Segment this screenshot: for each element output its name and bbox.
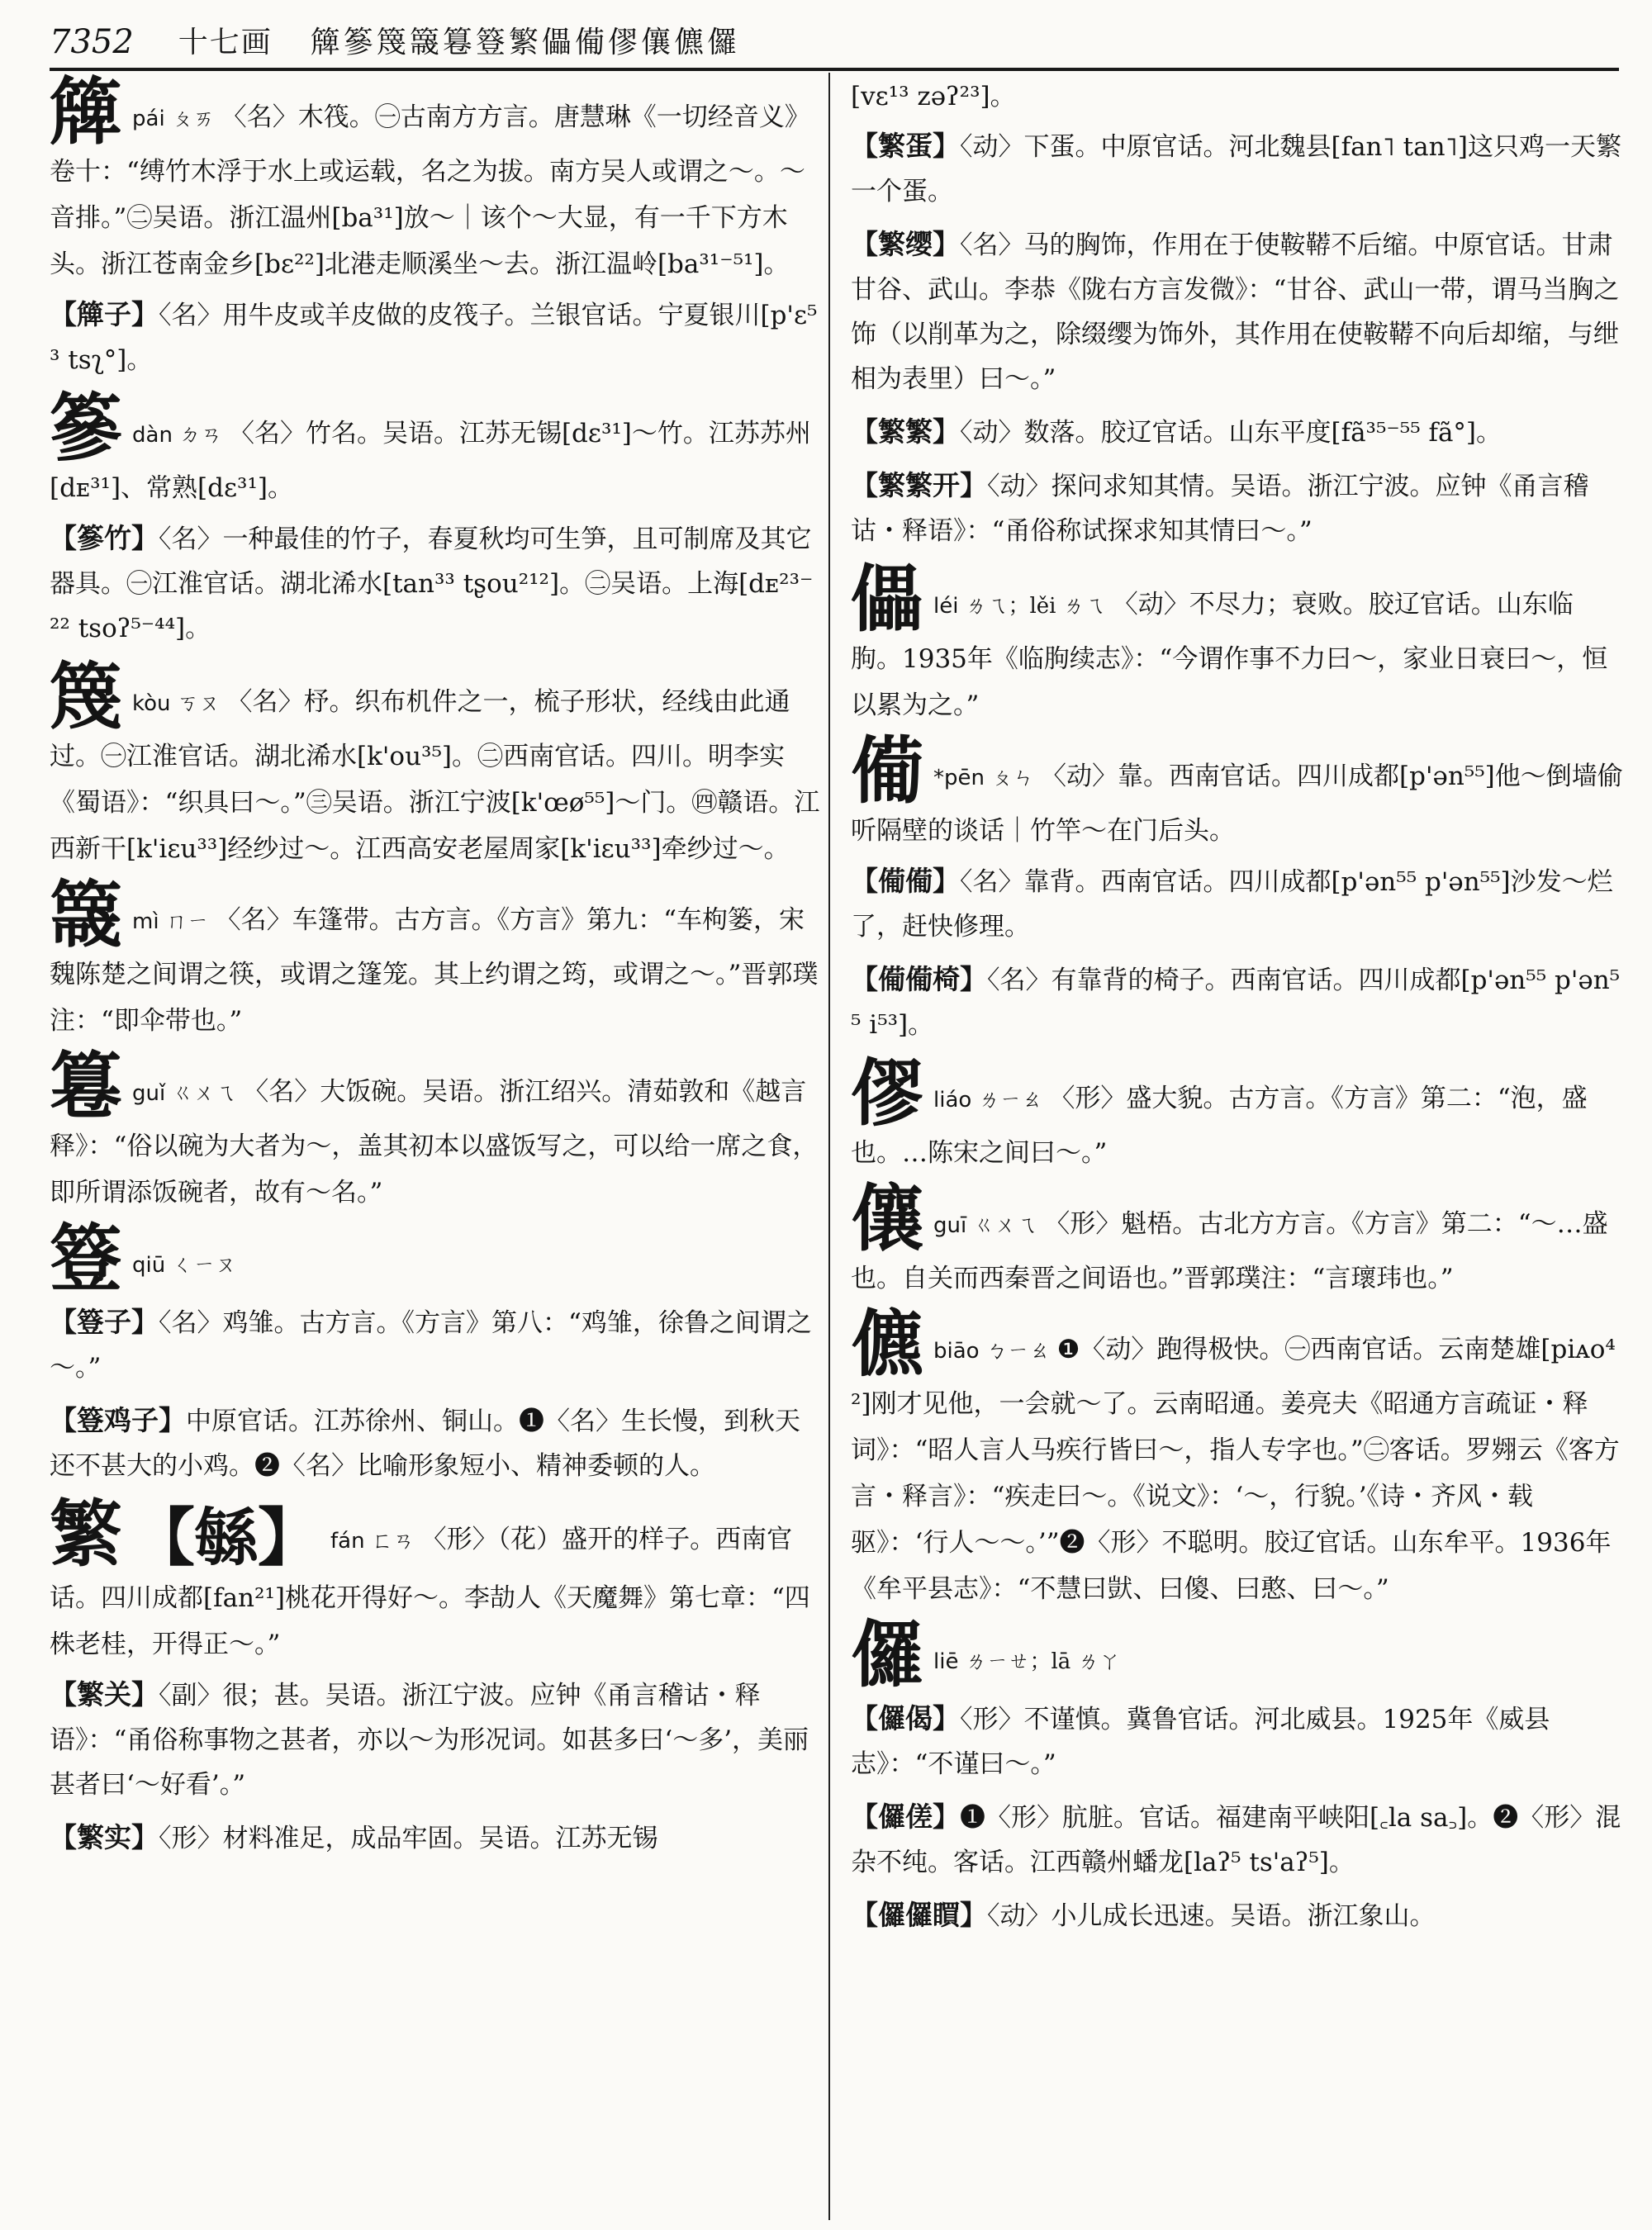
entry-definition: 〈名〉杼。织布机件之一，梳子形状，经线由此通过。㊀江淮官话。湖北浠水[k'ou³⁵]。㊁西南官话。四川。明李实《蜀语》：“织具曰～。”㊂吴语。浙江宁波[k'œø⁵⁵]～门。㊃赣语。江西新干[k'iɛu³³]经纱过～。江西高安老屋周家[k'iɛu³³]牵纱过～。 [50,687,820,864]
pinyin-reading: liáo [933,1088,972,1113]
compound-entry [851,1795,1623,1885]
compound-term: 【簦鸡子】 [50,1404,186,1436]
compound-entry [851,957,1623,1047]
headword-character: 僇 [851,1050,924,1136]
compound-term: 【繁繁】 [851,415,960,448]
zhuyin-reading: ㄎㄡ [177,691,221,716]
compound-definition: 〈名〉靠背。西南官话。四川成都[p'ən⁵⁵ p'ən⁵⁵]沙发～烂了，赶快修理。 [851,867,1613,942]
compound-term: 【繁缨】 [851,228,960,260]
dictionary-entry [851,1611,1623,1697]
pinyin-reading: mì [132,909,159,934]
compound-term: 【儸儸䁲】 [851,1899,987,1931]
compound-definition: 〈形〉材料准足，成品牢固。吴语。江苏无锡 [159,1824,658,1853]
compound-definition: ❶〈形〉肮脏。官话。福建南平峡阳[꜀la sa꜆]。❷〈形〉混杂不纯。客话。江西赣州蟠龙[laʔ⁵ ts'aʔ⁵]。 [851,1803,1621,1877]
compound-entry [50,1398,822,1488]
dictionary-entry [851,1301,1623,1612]
dictionary-entry [50,1043,822,1216]
pinyin-reading: guǐ [132,1081,166,1106]
compound-term: 【繁实】 [50,1821,159,1853]
entry-definition: 〈动〉不尽力；衰败。胶辽官话。山东临朐。1935年《临朐续志》：“今谓作事不力曰～，家业日衰曰～，恒以累为之。” [851,590,1608,720]
compound-definition: 〈动〉下蛋。中原官话。河北魏县[fan˥ tan˥]这只鸡一天繁一个蛋。 [851,132,1621,206]
dictionary-entry [851,1175,1623,1302]
pinyin-reading: léi [933,594,959,619]
compound-entry [851,124,1623,214]
compound-definition: 〈动〉探问求知其情。吴语。浙江宁波。应钟《甬言稽诂・释语》：“甬俗称试探求知其情曰～。” [851,472,1589,546]
compound-definition: 〈名〉用牛皮或羊皮做的皮筏子。兰银官话。宁夏银川[p'ɛ⁵³ tsʅ°]。 [50,301,818,375]
headword-character: 儡 [851,556,924,642]
compound-definition: 〈名〉鸡雏。古方言。《方言》第八：“鸡雏，徐鲁之间谓之～。” [50,1308,812,1383]
entry-definition: 〈名〉竹名。吴语。江苏无锡[dɛ³¹]～竹。江苏苏州[dᴇ³¹]、常熟[dɛ³¹]。 [50,419,811,503]
compound-term: 【儸偈】 [851,1702,960,1734]
compound-entry [851,1893,1623,1938]
compound-entry [851,1696,1623,1786]
zhuyin-reading: ㄆㄞ [171,107,215,131]
headword-character: 儴 [851,1175,924,1261]
compound-definition: 〈动〉小儿成长迅速。吴语。浙江象山。 [987,1901,1436,1931]
dictionary-entry [851,1050,1623,1176]
dictionary-entry [851,728,1623,854]
dictionary-entry [50,69,822,287]
zhuyin-reading: ㄈㄢ [371,1529,415,1554]
header-characters: 簰篸篾簚篹簦繁儡僃僇儴儦儸 [310,26,740,59]
dictionary-entry [50,653,822,872]
headword-character: 簚 [50,871,123,957]
zhuyin-reading: ㄍㄨㄟ [172,1081,237,1106]
compound-term: 【繁关】 [50,1678,159,1710]
headword-character: 篾 [50,653,123,739]
right-column [851,74,1623,1947]
variant-character: 【緐】 [132,1501,321,1574]
pinyin-reading: *pēn [933,766,985,790]
entry-definition: 〈形〉（花）盛开的样子。西南官话。四川成都[fan²¹]桃花开得好～。李劼人《天魔舞》第七章：“四株老桂，开得正～。” [50,1525,810,1659]
zhuyin-reading: ㄉㄢ [178,423,222,448]
pinyin-reading: kòu [132,691,171,716]
dictionary-entry [50,1215,822,1301]
pinyin-reading: biāo [933,1339,980,1364]
entry-definition: 〈动〉靠。西南官话。四川成都[p'ən⁵⁵]他～倒墙偷听隔壁的谈话｜竹竿～在门后头。 [851,762,1623,846]
headword-character: 繁 [50,1491,123,1577]
entry-definition: ❶〈动〉跑得极快。㊀西南官话。云南楚雄[piᴀo⁴²]刚才见他，一会就～了。云南昭通。姜亮夫《昭通方言疏证・释词》：“昭人言人马疾行皆曰～，指人专字也。”㊁客话。罗翙云《客方言・释言》：“疾走曰～。《说文》：‘～，行貌。’《诗・齐风・载驱》：‘行人～～。’”❷〈形〉不聪明。胶辽官话。山东牟平。1936年《牟平县志》：“不慧曰獃、曰傻、曰憨、曰～。” [851,1335,1620,1604]
pinyin-reading: fán [330,1529,365,1554]
headword-character: 篸 [50,385,123,471]
headword-character: 儦 [851,1301,924,1387]
pinyin-reading: dàn [132,423,173,448]
compound-term: 【簦子】 [50,1306,159,1338]
zhuyin-reading: ㄍㄨㄟ [973,1213,1038,1238]
headword-character: 僃 [851,728,924,814]
pinyin-reading: qiū [132,1253,166,1278]
compound-entry [50,292,822,382]
compound-entry [851,859,1623,949]
compound-entry [50,516,822,651]
compound-definition: 〈动〉数落。胶辽官话。山东平度[fã³⁵⁻⁵⁵ fã°]。 [960,418,1502,448]
zhuyin-reading: ㄌㄧㄠ [978,1088,1043,1113]
compound-entry [50,1815,822,1861]
dictionary-entry [50,1491,822,1668]
compound-definition: 〈形〉不谨慎。冀鲁官话。河北威县。1925年《威县志》：“不谨曰～。” [851,1705,1550,1779]
headword-character: 簦 [50,1215,123,1301]
zhuyin-reading: ㄇㄧ [165,909,209,934]
headword-character: 簰 [50,69,123,154]
entry-definition: 〈形〉魁梧。古北方方言。《方言》第二：“～…盛也。自关而西秦晋之间语也。”晋郭璞注：“言瓌玮也。” [851,1209,1608,1293]
entry-definition: 〈形〉盛大貌。古方言。《方言》第二：“泡，盛也。…陈宋之间曰～。” [851,1084,1588,1168]
zhuyin-reading: ㄆㄣ [991,766,1035,790]
compound-entry [851,410,1623,455]
compound-term: 【簰子】 [50,298,159,330]
compound-definition: 〈名〉马的胸饰，作用在于使鞍鞯不后缩。中原官话。甘肃甘谷、武山。李恭《陇右方言发微》：“甘谷、武山一带，谓马当胸之饰（以削革为之，除缀缨为饰外，其作用在使鞍鞯不向后却缩，与绁相为表里）曰～。” [851,230,1620,394]
entry-definition: 〈名〉车篷带。古方言。《方言》第九：“车枸篓，宋魏陈楚之间谓之筷，或谓之篷笼。其上约谓之筠，或谓之～。”晋郭璞注：“即伞带也。” [50,905,819,1036]
left-column [50,69,822,1869]
dictionary-entry [50,871,822,1044]
zhuyin-reading: ㄌㄟ；lěi ㄌㄟ [965,594,1106,619]
pinyin-reading: pái [132,107,165,131]
continued-text: [vɛ¹³ zəʔ²³]。 [851,82,1016,112]
dictionary-entry [851,556,1623,728]
compound-entry [851,463,1623,553]
zhuyin-reading: ㄑㄧㄡ [172,1253,237,1278]
compound-definition: 〈名〉有靠背的椅子。西南官话。四川成都[p'ən⁵⁵ p'ən⁵⁵ i⁵³]。 [851,966,1621,1040]
compound-definition: 中原官话。江苏徐州、铜山。❶〈名〉生长慢，到秋天还不甚大的小鸡。❷〈名〉比喻形象短小、精神委顿的人。 [50,1407,800,1481]
compound-definition: 〈副〉很；甚。吴语。浙江宁波。应钟《甬言稽诂・释语》：“甬俗称事物之甚者，亦以～为形况词。如甚多曰‘～多’，美丽甚者曰‘～好看’。” [50,1681,809,1800]
zhuyin-reading: ㄅㄧㄠ [985,1339,1051,1364]
stroke-section-title: 十七画 [178,26,273,59]
entry-definition: 〈名〉木筏。㊀古南方方言。唐慧琳《一切经音义》卷十：“缚竹木浮于水上或运载，名之为拔。南方吴人或谓之～。～音排。”㊁吴语。浙江温州[ba³¹]放～｜该个～大显，有一千下方木头。浙江苍南金乡[bɛ²²]北港走顺溪坐～去。浙江温岭[ba³¹⁻⁵¹]。 [50,102,810,279]
compound-entry [851,222,1623,401]
compound-term: 【繁蛋】 [851,130,960,162]
compound-entry [50,1672,822,1807]
compound-term: 【儸傞】 [851,1801,960,1833]
dictionary-entry [50,385,822,511]
page-header [50,18,1619,71]
zhuyin-reading: ㄌㄧㄝ；lā ㄌㄚ [965,1649,1121,1674]
pinyin-reading: liē [933,1649,959,1674]
compound-entry [50,1300,822,1390]
compound-definition: 〈名〉一种最佳的竹子，春夏秋均可生笋，且可制席及其它器具。㊀江淮官话。湖北浠水[tan³³ tʂou²¹²]。㊁吴语。上海[dᴇ²³⁻²² tsoʔ⁵⁻⁴⁴]。 [50,524,814,643]
compound-term: 【僃僃椅】 [851,963,987,995]
entry-definition: 〈名〉大饭碗。吴语。浙江绍兴。清茹敦和《越言释》：“俗以碗为大者为～，盖其初本以盛饭写之，可以给一席之食，即所谓添饭碗者，故有～名。” [50,1077,819,1208]
pinyin-reading: guī [933,1213,967,1238]
compound-term: 【僃僃】 [851,865,960,897]
headword-character: 儸 [851,1611,924,1697]
compound-term: 【繁繁开】 [851,469,987,501]
headword-character: 篹 [50,1043,123,1129]
compound-term: 【篸竹】 [50,522,159,554]
page-number: 7352 [50,23,134,61]
column-divider [828,73,830,2220]
